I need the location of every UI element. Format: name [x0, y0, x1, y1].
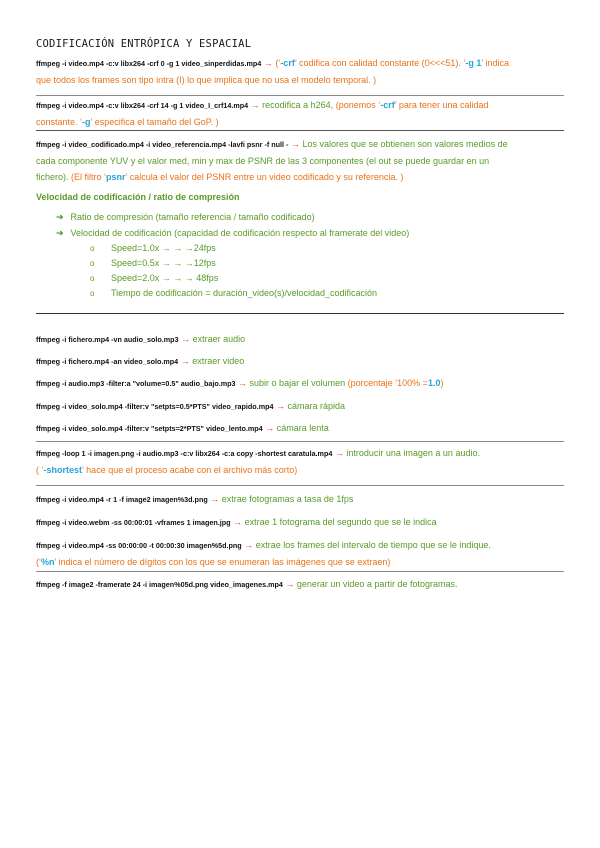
circle-bullet-icon: o: [90, 289, 95, 298]
keyword-psnr: psnr: [106, 172, 126, 182]
bullet-text: Speed=1.0x → → →24fps: [111, 243, 216, 253]
description-text: extraer audio: [192, 334, 246, 344]
command-extract-interval: [36, 537, 564, 570]
sub-bullet-item: [90, 243, 216, 253]
command-text: ffmpeg -i fichero.mp4 -an video_solo.mp4: [36, 357, 179, 366]
arrow-icon: →: [265, 423, 275, 433]
divider: [36, 571, 564, 572]
sub-bullet-item: [90, 273, 218, 283]
note-text: ): [440, 378, 444, 388]
command-text: ffmpeg -f image2 -framerate 24 -i imagen%05d.png video_imagenes.mp4: [36, 580, 283, 589]
command-text: ffmpeg -i fichero.mp4 -vn audio_solo.mp3: [36, 335, 179, 344]
divider: [36, 485, 564, 486]
note-text: ’ indica el número de dígitos con los que se enumeran las imágenes que se extraen): [54, 557, 391, 567]
keyword-g: -g: [82, 117, 91, 127]
note-text: que todos los frames son tipo intra (I) lo que implica que no usa el modelo temporal. ): [36, 75, 377, 85]
keyword-crf: -crf: [280, 58, 295, 68]
arrow-icon: →: [210, 494, 220, 504]
description-text: cámara rápida: [287, 401, 346, 411]
description-text: fichero).: [36, 172, 69, 182]
command-extract-one-frame: [36, 514, 564, 531]
bullet-text: Speed=0.5x → → →12fps: [111, 258, 216, 268]
separator-line: [36, 313, 564, 314]
note-text: (‘: [275, 58, 281, 68]
description-text: cámara lenta: [276, 423, 329, 433]
command-text: ffmpeg -i video.mp4 -ss 00:00:00 -t 00:00:30 imagen%5d.png: [36, 541, 242, 550]
arrow-icon: →: [285, 579, 295, 589]
arrow-icon: →: [233, 517, 243, 527]
keyword-crf: -crf: [380, 100, 395, 110]
bullet-text: Velocidad de codificación (capacidad de codificación respecto al framerate del video): [70, 228, 410, 238]
arrow-icon: →: [263, 58, 273, 68]
note-text: (‘: [36, 557, 41, 567]
command-block-psnr: [36, 136, 564, 185]
description-text: cada componente YUV y el valor med, min y max de PSNR de las 3 componentes (el out se puede guardar en un: [36, 156, 490, 166]
page-title: CODIFICACIÓN ENTRÓPICA Y ESPACIAL: [36, 38, 252, 50]
keyword-g1: -g 1: [465, 58, 482, 68]
bullet-text: Speed=2.0x → → → 48fps: [111, 273, 219, 283]
description-text: extrae los frames del intervalo de tiempo que se le indique.: [255, 540, 491, 550]
section-title: Velocidad de codificación / ratio de compresión: [36, 192, 240, 202]
description-text: subir o bajar el volumen: [249, 378, 346, 388]
sub-bullet-item: [90, 258, 216, 268]
command-text: ffmpeg -loop 1 -i imagen.png -i audio.mp3 -c:v libx264 -c:a copy -shortest caratula.mp4: [36, 449, 333, 458]
command-extract-video: [36, 353, 564, 370]
arrow-icon: →: [181, 334, 191, 344]
note-text: constante. ‘: [36, 117, 83, 127]
command-text: ffmpeg -i audio.mp3 -filter:a "volume=0.5" audio_bajo.mp3: [36, 379, 236, 388]
description-text: recodifica a h264,: [262, 100, 334, 110]
bullet-text: Tiempo de codificación = duración_video(s)/velocidad_codificación: [111, 288, 378, 298]
bullet-text: Ratio de compresión (tamaño referencia / tamaño codificado): [70, 212, 315, 222]
arrow-icon: →: [334, 448, 344, 458]
description-text: extraer video: [192, 356, 245, 366]
arrow-bullet-icon: ➔: [56, 212, 64, 222]
command-text: ffmpeg -i video.mp4 -c:v libx264 -crf 14 -g 1 video_I_crf14.mp4: [36, 101, 249, 110]
bullet-item: [56, 228, 409, 239]
divider: [36, 441, 564, 442]
arrow-icon: →: [290, 139, 300, 149]
arrow-icon: →: [250, 100, 260, 110]
command-image-audio: [36, 445, 564, 478]
command-text: ffmpeg -i video.mp4 -r 1 -f image2 imagen%3d.png: [36, 495, 208, 504]
arrow-icon: →: [244, 540, 254, 550]
note-text: ’ calcula el valor del PSNR entre un video codificado y su referencia. ): [125, 172, 404, 182]
arrow-icon: →: [275, 401, 285, 411]
command-text: ffmpeg -i video_codificado.mp4 -i video_referencia.mp4 -lavfi psnr -f null -: [36, 140, 289, 149]
note-text: (El filtro ‘: [71, 172, 107, 182]
description-text: extrae fotogramas a tasa de 1fps: [221, 494, 354, 504]
circle-bullet-icon: o: [90, 244, 95, 253]
note-text: ’ para tener una calidad: [394, 100, 489, 110]
note-text: (porcentaje ‘100% =: [347, 378, 428, 388]
arrow-icon: →: [238, 378, 248, 388]
description-text: extrae 1 fotograma del segundo que se le indica: [244, 517, 437, 527]
command-text: ffmpeg -i video.webm -ss 00:00:01 -vframes 1 imagen.jpg: [36, 518, 231, 527]
note-text: ’ especifica el tamaño del GoP. ): [90, 117, 219, 127]
note-text: ’ hace que el proceso acabe con el archivo más corto): [82, 465, 298, 475]
description-text: generar un video a partir de fotogramas.: [296, 579, 458, 589]
note-text: (ponemos ‘: [335, 100, 381, 110]
divider: [36, 95, 564, 96]
divider: [36, 130, 564, 131]
note-text: ’ indica: [481, 58, 510, 68]
description-text: introducir una imagen a un audio.: [346, 448, 480, 458]
command-generate-video: [36, 576, 564, 593]
command-text: ffmpeg -i video.mp4 -c:v libx264 -crf 0 -g 1 video_sinperdidas.mp4: [36, 59, 262, 68]
note-text: ( ‘: [36, 465, 44, 475]
command-extract-frames: [36, 491, 564, 508]
circle-bullet-icon: o: [90, 259, 95, 268]
command-block-sinperdidas: [36, 55, 564, 88]
keyword-value: 1.0: [427, 378, 441, 388]
command-slow: [36, 420, 564, 437]
command-text: ffmpeg -i video_solo.mp4 -filter:v "setpts=2*PTS" video_lento.mp4: [36, 424, 263, 433]
command-volume: [36, 375, 564, 392]
keyword-shortest: -shortest: [43, 465, 83, 475]
sub-bullet-item: [90, 288, 377, 298]
command-fast: [36, 398, 564, 415]
note-text: ’ codifica con calidad constante (0<<<51). ‘: [294, 58, 466, 68]
command-block-crf14: [36, 97, 564, 130]
arrow-icon: →: [180, 356, 190, 366]
command-extract-audio: [36, 331, 564, 348]
description-text: Los valores que se obtienen son valores medios de: [302, 139, 508, 149]
keyword-n: %n: [41, 557, 55, 567]
circle-bullet-icon: o: [90, 274, 95, 283]
arrow-bullet-icon: ➔: [56, 228, 64, 238]
command-text: ffmpeg -i video_solo.mp4 -filter:v "setpts=0.5*PTS" video_rapido.mp4: [36, 402, 274, 411]
bullet-item: [56, 212, 315, 223]
